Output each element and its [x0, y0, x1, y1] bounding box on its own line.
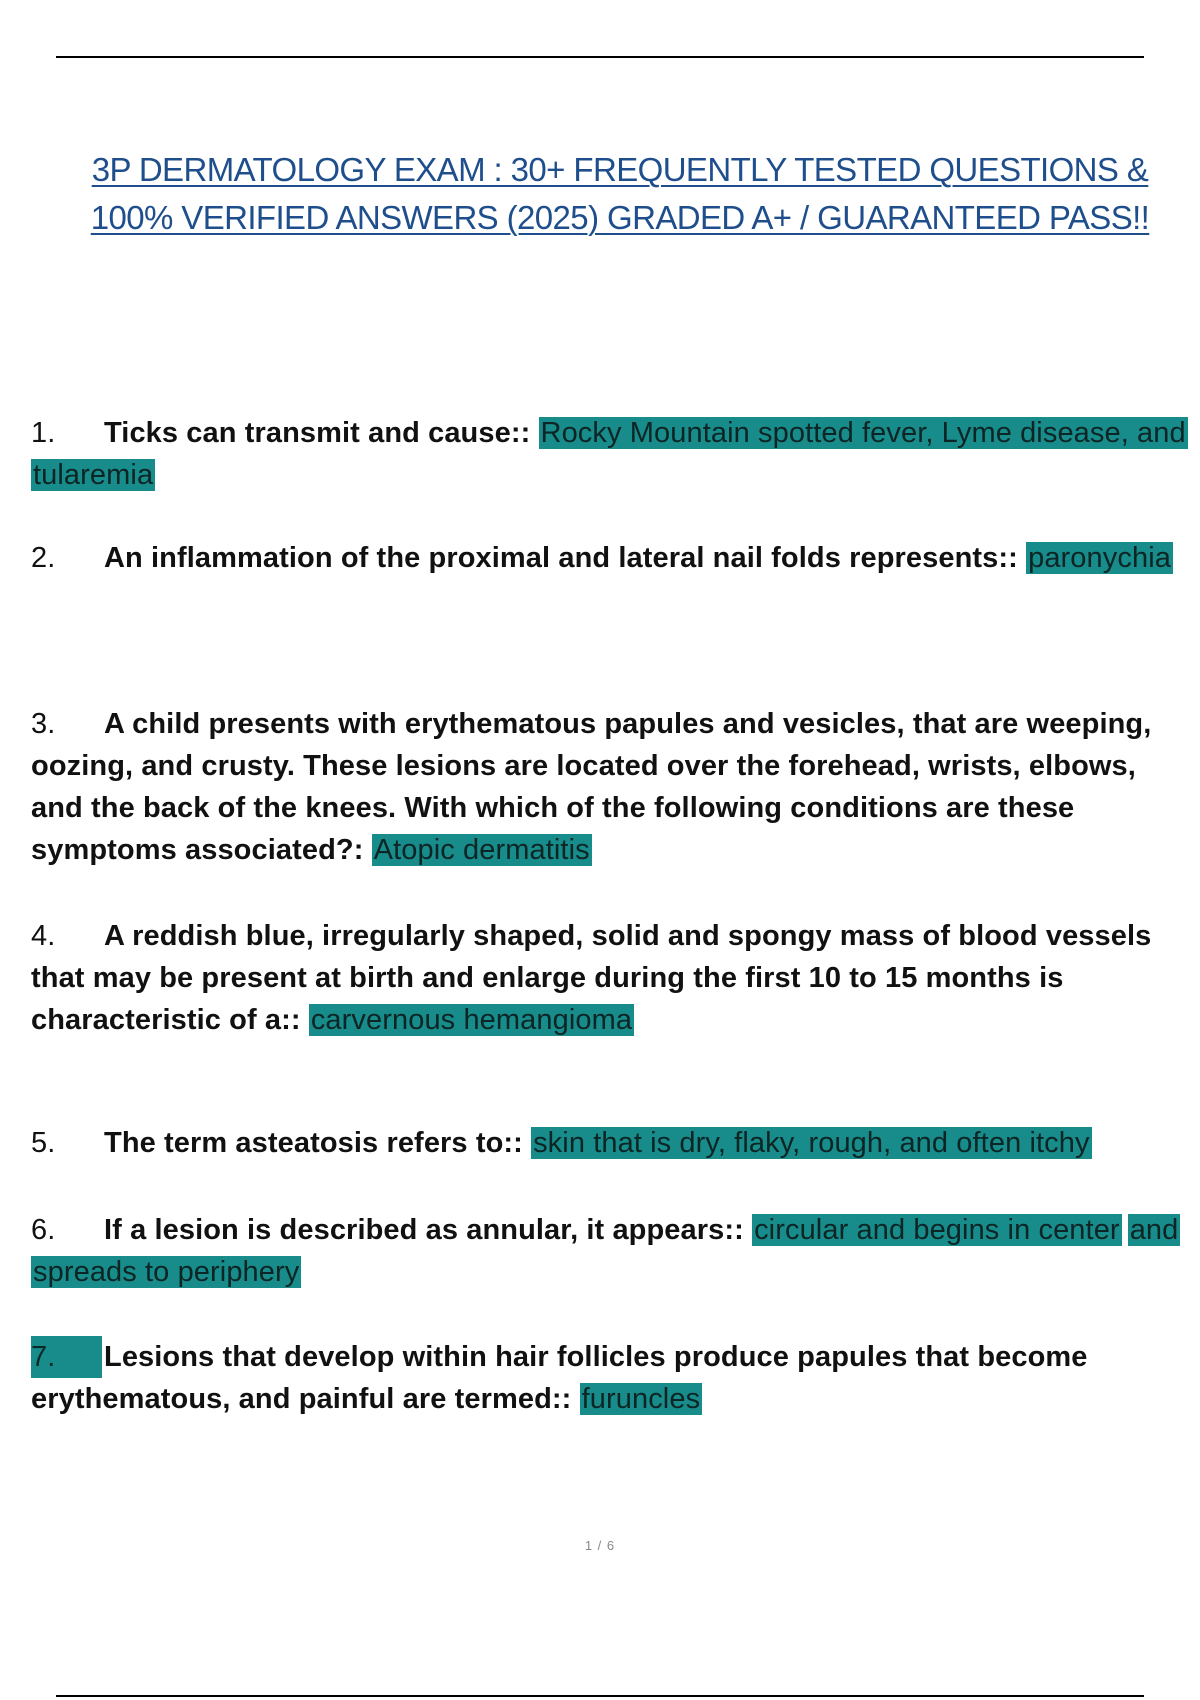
question-4: [31, 915, 1191, 1041]
question-3: [31, 703, 1191, 871]
answer-highlight-part-2: and spreads to periphery: [33, 1214, 1179, 1288]
question-text: Ticks can transmit and cause::: [104, 417, 531, 449]
question-text: Lesions that develop within hair follicles produce papules that become erythematous, and painful are termed::: [31, 1341, 1088, 1415]
question-number: 7.: [31, 1336, 102, 1378]
question-number: 5.: [31, 1127, 56, 1159]
page-indicator: 1 / 6: [584, 1538, 616, 1553]
document-title: [40, 146, 1200, 242]
question-text: A child presents with erythematous papules and vesicles, that are weeping, oozing, and crusty. These lesions are located over the forehead, wrists, elbows, and the back of the knees. With which of the following conditions are these symptoms associated?:: [31, 708, 1152, 866]
question-text: An inflammation of the proximal and lateral nail folds represents::: [104, 542, 1018, 574]
question-2: [31, 537, 1191, 579]
question-5: [31, 1122, 1191, 1164]
answer-highlight: Atopic dermatitis: [373, 834, 590, 866]
question-7: [31, 1336, 1191, 1420]
answer-highlight: carvernous hemangioma: [310, 1004, 633, 1036]
title-line-2: 100% VERIFIED ANSWERS (2025) GRADED A+ / GUARANTEED PASS!!: [90, 199, 1150, 236]
question-text: The term asteatosis refers to::: [104, 1127, 523, 1159]
question-text: If a lesion is described as annular, it appears::: [104, 1214, 744, 1246]
answer-highlight: furuncles: [581, 1383, 701, 1415]
answer-highlight-part-1: circular and begins in center: [754, 1214, 1120, 1246]
answer-highlight: Rocky Mountain spotted fever, Lyme disease, and tularemia: [33, 417, 1186, 491]
question-1: [31, 412, 1191, 496]
bottom-rule: [56, 1695, 1144, 1697]
answer-highlight: paronychia: [1028, 542, 1171, 574]
question-text: A reddish blue, irregularly shaped, solid and spongy mass of blood vessels that may be present at birth and enlarge during the first 10 to 15 months is characteristic of a::: [31, 920, 1152, 1036]
top-rule: [56, 56, 1144, 58]
question-number: 3.: [31, 708, 56, 740]
title-line-1: 3P DERMATOLOGY EXAM : 30+ FREQUENTLY TESTED QUESTIONS &: [91, 151, 1149, 188]
question-number: 1.: [31, 417, 56, 449]
question-6: [31, 1209, 1191, 1293]
question-number: 6.: [31, 1214, 56, 1246]
question-number: 2.: [31, 542, 56, 574]
question-number: 4.: [31, 920, 56, 952]
answer-highlight: skin that is dry, flaky, rough, and often itchy: [533, 1127, 1090, 1159]
